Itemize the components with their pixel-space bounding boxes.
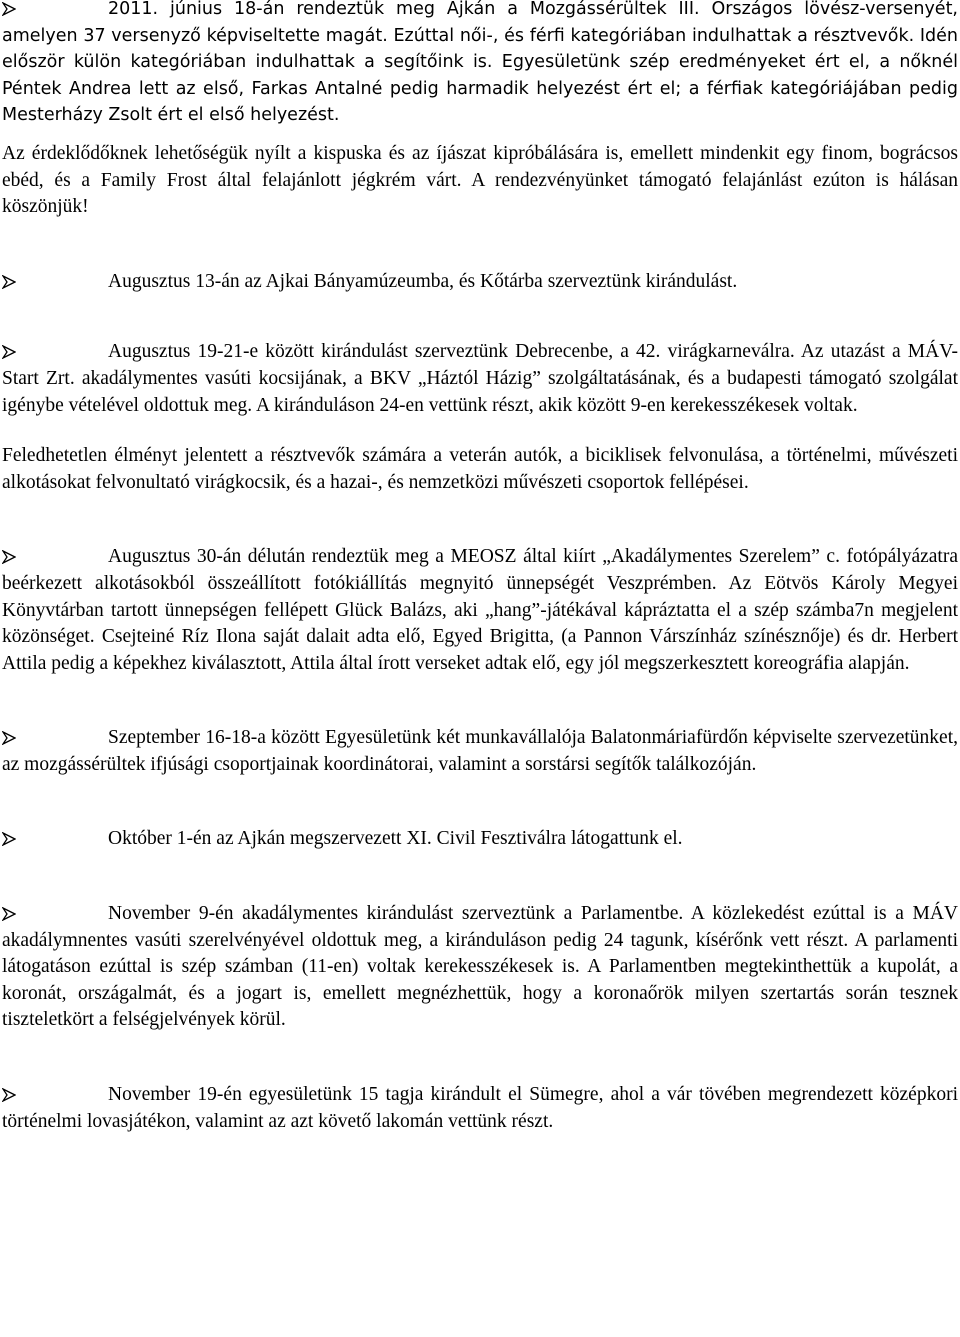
paragraph-item-8: November 19-én egyesületünk 15 tagja kirándult el Sümegre, ahol a vár tövében megrendezett középkori történelmi lovasjátékon, valamint az azt követő lakomán vettünk részt.: [2, 1084, 958, 1132]
arrow-bullet-icon: [2, 550, 16, 564]
paragraph-item-3: Augusztus 19-21-e között kirándulást szerveztünk Debrecenbe, a 42. virágkarneválra. Az utazást a MÁV-Start Zrt. akadálymentes vasúti kocsijának, a BKV „Háztól Házig” szolgáltatásának, és a budapesti támogató szolgálat igénybe vételével oldottuk meg. A kiránduláson 24-en vettünk részt, akik között 9-en kerekesszékesek voltak.: [2, 341, 958, 416]
paragraph-item-6: Október 1-én az Ajkán megszervezett XI. Civil Fesztiválra látogattunk el.: [2, 826, 958, 853]
paragraph-item-5: Szeptember 16-18-a között Egyesületünk két munkavállalója Balatonmáriafürdőn képviselte szervezetünket, az mozgássérültek ifjúsági csoportjainak koordinátorai, valamint a sorstársi segítők találkozóján.: [2, 727, 958, 775]
arrow-bullet-icon: [2, 832, 16, 846]
paragraph-item-1: 2011. június 18-án rendeztük meg Ajkán a Mozgássérültek III. Országos lövész-versenyét, amelyen 37 versenyző képviseltette magát. Ezúttal női-, és férfi kategóriában indulhattak a résztvevők. Idén először külön kategóriában indulhattak a segítőink is. Egyesületünk szép eredményeket ért el, a nőknél Péntek Andrea lett az első, Farkas Antalné pedig harmadik helyezést ért el; a férfiak kategóriájában pedig Mesterházy Zsolt ért el első helyezést.: [2, 0, 958, 126]
arrow-bullet-icon: [2, 275, 16, 289]
paragraph-item-2: Augusztus 13-án az Ajkai Bányamúzeumba, és Kőtárba szerveztünk kirándulást.: [2, 269, 958, 296]
arrow-bullet-icon: [2, 907, 16, 921]
paragraph-item-4: Augusztus 30-án délután rendeztük meg a MEOSZ által kiírt „Akadálymentes Szerelem” c. fotópályázatra beérkezett alkotásokból összeállított fotókiállítás megnyitó ünnepségét Veszprémben. Az Eötvös Károly Megyei Könyvtárban tartott ünnepségen fellépett Glück Balázs, aki „hang”-játékával kápráztatta el a szép számba7n megjelent közönséget. Csejteiné Ríz Ilona saját dalait adta elő, Egyed Brigitta, (a Pannon Várszínház színésznője) és dr. Herbert Attila pedig a képekhez kiválasztott, Attila által írott verseket adtak elő, egy jól megszerkesztett koreográfia alapján.: [2, 546, 958, 674]
arrow-bullet-icon: [2, 1088, 16, 1102]
paragraph-item-1-continued: Az érdeklődőknek lehetőségük nyílt a kispuska és az íjászat kipróbálására is, emellett mindenkit egy finom, bográcsos ebéd, és a Family Frost által felajánlott jégkrém várt. A rendezvényünket támogató felajánlást ezúton is hálásan köszönjük!: [2, 142, 958, 218]
paragraph-item-7: November 9-én akadálymentes kirándulást szerveztünk a Parlamentbe. A közlekedést ezúttal is a MÁV akadálymnentes vasúti szerelvényével oldottuk meg, a kiránduláson pedig 24 tagunk, kísérőnk vett részt. A parlamenti látogatáson ezúttal is szép számban (11-en) voltak kerekesszékesek is. A Parlamentben megtekinthettük a kupolát, a koronát, országalmát, és a jogart is, emellett megnézhettük, hogy a koronaőrök milyen szertartás során tesznek tiszteletkört a felségjelvények körül.: [2, 903, 958, 1031]
paragraph-item-3-continued: Feledhetetlen élményt jelentett a résztvevők számára a veterán autók, a biciklisek felvonulása, a történelmi, művészeti alkotásokat felvonultató virágkocsik, és a hazai-, és nemzetközi művészeti csoportok fellépései.: [2, 445, 958, 493]
arrow-bullet-icon: [2, 731, 16, 745]
arrow-bullet-icon: [2, 345, 16, 359]
arrow-bullet-icon: [2, 2, 16, 16]
